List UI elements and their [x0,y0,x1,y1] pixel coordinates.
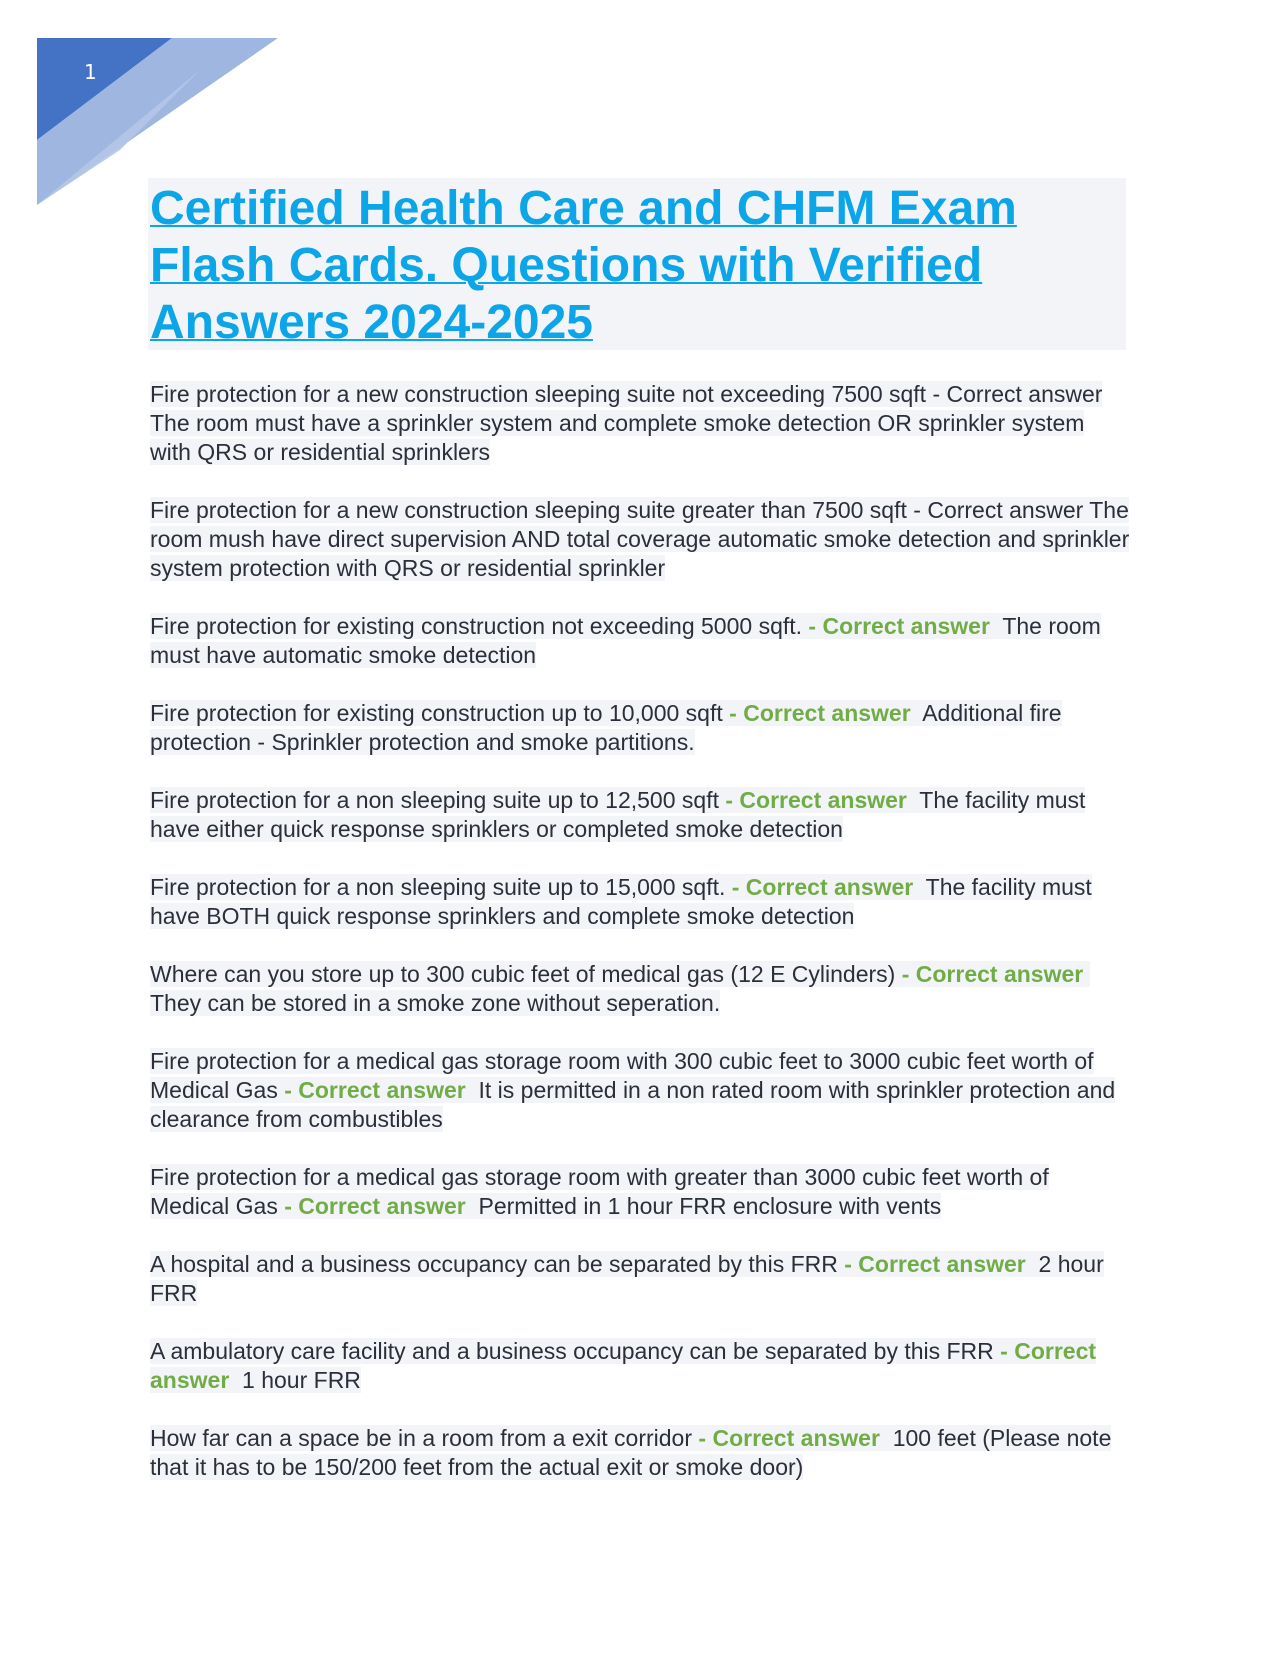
correct-answer-marker: - Correct answer [284,1077,466,1103]
answer-text: The room mush have direct supervision AND total coverage automatic smoke detection and sprinkler system protection with QRS or residential sprinkler [150,497,1130,581]
answer-text: 2 hour FRR [150,1251,1104,1306]
correct-answer-marker: - Correct answer [150,1338,1097,1393]
correct-answer-marker: - Correct answer [731,874,914,900]
correct-answer-marker: - Correct answer [901,961,1084,987]
qa-item [150,496,1130,583]
correct-answer-marker: - Correct answer [284,1193,466,1219]
question-text: Fire protection for a new construction sleeping suite not exceeding 7500 sqft [150,381,927,407]
question-text: Fire protection for a non sleeping suite up to 15,000 sqft. [150,874,726,900]
answer-text: The room must have automatic smoke detection [150,613,1101,668]
answer-text: The facility must have BOTH quick response sprinklers and complete smoke detection [150,874,1092,929]
question-text: Fire protection for a new construction sleeping suite greater than 7500 sqft [150,497,907,523]
answer-text: It is permitted in a non rated room with sprinkler protection and clearance from combustibles [150,1077,1116,1132]
answer-text: The facility must have either quick response sprinklers or completed smoke detection [150,787,1086,842]
correct-answer-marker: - Correct answer [729,700,911,726]
question-text: Fire protection for existing construction up to 10,000 sqft [150,700,723,726]
qa-item [150,1337,1130,1395]
qa-item [150,960,1130,1018]
qa-item [150,612,1130,670]
document-title: Certified Health Care and CHFM Exam Flash Cards. Questions with Verified Answers 2024-2025 [150,182,1017,349]
qa-item [150,699,1130,757]
qa-item [150,786,1130,844]
correct-answer-marker: - Correct answer [725,787,907,813]
qa-item [150,1163,1130,1221]
page-number: 1 [84,60,97,84]
question-text: Fire protection for a non sleeping suite up to 12,500 sqft [150,787,719,813]
qa-item [150,1250,1130,1308]
question-text: Fire protection for a medical gas storage room with greater than 3000 cubic feet worth of Medical Gas [150,1164,1049,1219]
correct-answer-marker: - Correct answer [808,613,990,639]
question-text: How far can a space be in a room from a exit corridor [150,1425,693,1451]
answer-text: They can be stored in a smoke zone without seperation. [150,990,721,1016]
answer-text: The room must have a sprinkler system and complete smoke detection OR sprinkler system with QRS or residential sprinklers [150,410,1085,465]
qa-item [150,873,1130,931]
answer-text: Permitted in 1 hour FRR enclosure with vents [478,1193,942,1219]
answer-text: Additional fire protection - Sprinkler protection and smoke partitions. [150,700,1062,755]
qa-item [150,1424,1130,1482]
qa-list [150,380,1130,1511]
qa-item [150,380,1130,467]
correct-answer-marker: - Correct answer [913,497,1084,523]
question-text: A hospital and a business occupancy can be separated by this FRR [150,1251,838,1277]
correct-answer-marker: - Correct answer [932,381,1103,407]
question-text: Fire protection for a medical gas storage room with 300 cubic feet to 3000 cubic feet worth of Medical Gas [150,1048,1094,1103]
correct-answer-marker: - Correct answer [698,1425,880,1451]
question-text: Where can you store up to 300 cubic feet of medical gas (12 E Cylinders) [150,961,896,987]
correct-answer-marker: - Correct answer [844,1251,1026,1277]
qa-item [150,1047,1130,1134]
answer-text: 100 feet (Please note that it has to be 150/200 feet from the actual exit or smoke door) [150,1425,1112,1480]
question-text: A ambulatory care facility and a business occupancy can be separated by this FRR [150,1338,994,1364]
question-text: Fire protection for existing construction not exceeding 5000 sqft. [150,613,803,639]
answer-text: 1 hour FRR [242,1367,361,1393]
